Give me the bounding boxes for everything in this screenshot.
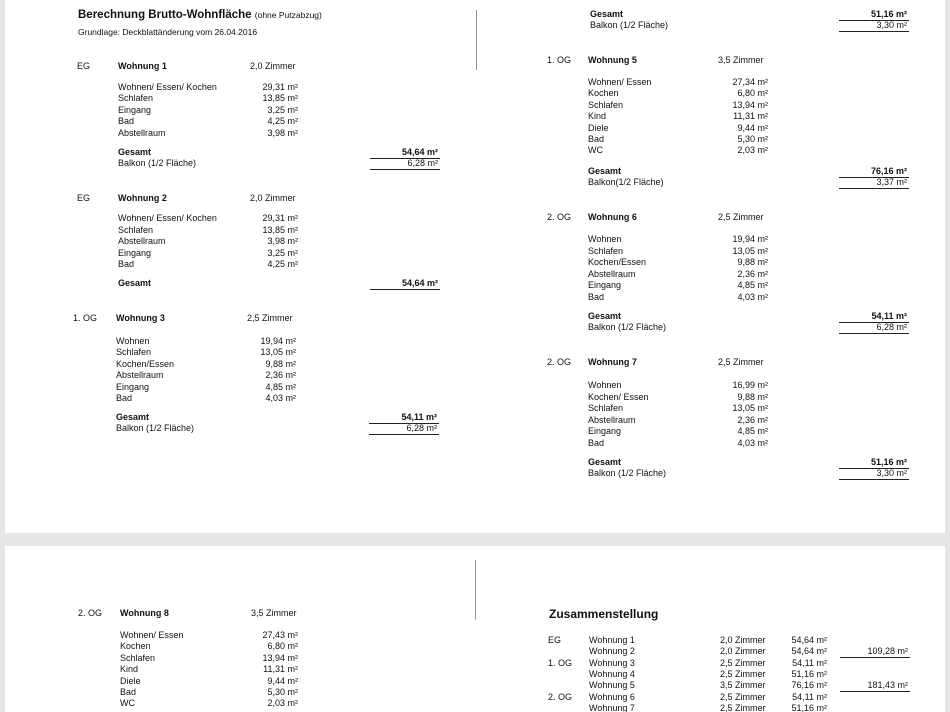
unit-rooms: 2,5 Zimmer bbox=[247, 313, 293, 323]
document-title: Berechnung Brutto-Wohnfläche (ohne Putzabzug) bbox=[78, 9, 322, 21]
balcony-area: 6,28 m² bbox=[406, 423, 437, 433]
room-area: 13,05 m² bbox=[260, 347, 296, 358]
total-label: Gesamt bbox=[118, 147, 152, 157]
room-area: 11,31 m² bbox=[263, 664, 298, 675]
underline-rule bbox=[370, 169, 440, 170]
room-label: Eingang bbox=[116, 381, 150, 392]
room-area: 2,36 m² bbox=[265, 370, 296, 381]
total-area: 76,16 m² bbox=[870, 166, 907, 176]
summary-subtotal: 109,28 m² bbox=[867, 646, 908, 657]
room-label: Diele bbox=[588, 122, 609, 133]
summary-rooms: 2,5 Zimmer bbox=[720, 691, 766, 702]
balcony-label: Balkon(1/2 Fläche) bbox=[588, 177, 664, 187]
room-area: 13,85 m² bbox=[262, 224, 298, 235]
unit-rooms: 2,5 Zimmer bbox=[718, 212, 764, 222]
room-label: Abstellraum bbox=[588, 268, 636, 279]
summary-unit-name: Wohnung 1 bbox=[589, 635, 635, 645]
summary-floor: 2. OG bbox=[548, 691, 573, 702]
unit-name: Wohnung 6 bbox=[588, 212, 637, 222]
room-area: 3,25 m² bbox=[267, 104, 298, 115]
room-area: 2,03 m² bbox=[267, 698, 298, 709]
floor-label: EG bbox=[77, 61, 91, 71]
floor-label: EG bbox=[77, 193, 91, 203]
room-label: Wohnen/ Essen/ Kochen bbox=[118, 82, 217, 92]
room-label: Wohnen bbox=[588, 234, 622, 244]
total-label: Gesamt bbox=[588, 166, 622, 176]
room-label: Wohnen/ Essen bbox=[588, 77, 652, 87]
room-label: Schlafen bbox=[120, 652, 156, 663]
document-page-2 bbox=[5, 546, 945, 712]
room-area: 4,03 m² bbox=[265, 393, 296, 403]
room-label: Bad bbox=[588, 437, 605, 448]
room-label: Abstellraum bbox=[118, 236, 166, 247]
room-label: Eingang bbox=[588, 280, 622, 290]
summary-rooms: 2,5 Zimmer bbox=[720, 702, 766, 712]
room-area: 3,98 m² bbox=[267, 236, 298, 247]
room-area: 19,94 m² bbox=[260, 336, 296, 346]
summary-rooms: 2,5 Zimmer bbox=[720, 657, 766, 668]
room-area: 29,31 m² bbox=[262, 213, 298, 223]
floor-label: 1. OG bbox=[547, 55, 572, 65]
total-label: Gesamt bbox=[118, 278, 152, 288]
room-area: 2,36 m² bbox=[737, 414, 768, 425]
total-label: Gesamt bbox=[588, 311, 622, 321]
room-label: Schlafen bbox=[588, 245, 624, 256]
room-area: 9,44 m² bbox=[267, 675, 298, 686]
balcony-label: Balkon (1/2 Fläche) bbox=[116, 423, 195, 433]
underline-rule bbox=[369, 434, 439, 435]
room-label: Schlafen bbox=[118, 224, 154, 235]
room-label: Wohnen/ Essen/ Kochen bbox=[118, 213, 217, 223]
room-area: 4,03 m² bbox=[737, 437, 768, 448]
summary-area: 54,64 m² bbox=[791, 646, 827, 657]
total-area: 54,64 m² bbox=[401, 278, 438, 288]
room-label: Kind bbox=[588, 111, 607, 122]
document-basis: Grundlage: Deckblattänderung vom 26.04.2016 bbox=[78, 27, 258, 37]
summary-title: Zusammenstellung bbox=[549, 607, 659, 621]
room-area: 13,94 m² bbox=[732, 99, 768, 110]
summary-rooms: 3,5 Zimmer bbox=[720, 680, 766, 691]
unit-name: Wohnung 3 bbox=[116, 313, 165, 323]
total-label: Gesamt bbox=[590, 9, 624, 19]
room-area: 9,88 m² bbox=[265, 358, 296, 369]
room-area: 4,85 m² bbox=[737, 280, 768, 290]
summary-area: 51,16 m² bbox=[791, 668, 827, 679]
page-divider bbox=[475, 560, 476, 620]
room-area: 4,25 m² bbox=[267, 116, 298, 127]
unit-rooms: 3,5 Zimmer bbox=[718, 55, 764, 65]
room-label: Eingang bbox=[118, 104, 152, 115]
total-area: 54,64 m² bbox=[401, 147, 438, 157]
room-label: Wohnen bbox=[588, 380, 622, 390]
underline-rule bbox=[839, 479, 909, 480]
summary-rooms: 2,0 Zimmer bbox=[720, 646, 766, 657]
underline-rule bbox=[839, 188, 909, 189]
room-area: 13,94 m² bbox=[262, 652, 298, 663]
summary-unit-name: Wohnung 6 bbox=[589, 691, 635, 702]
summary-unit-name: Wohnung 7 bbox=[589, 702, 635, 712]
room-area: 4,85 m² bbox=[265, 381, 296, 392]
room-label: Bad bbox=[118, 116, 135, 127]
balcony-area: 6,28 m² bbox=[876, 322, 907, 332]
room-area: 9,44 m² bbox=[737, 122, 768, 133]
room-label: Schlafen bbox=[588, 99, 624, 110]
summary-area: 76,16 m² bbox=[791, 680, 827, 691]
unit-rooms: 3,5 Zimmer bbox=[251, 608, 297, 618]
room-label: Abstellraum bbox=[116, 370, 164, 381]
room-label: Bad bbox=[588, 291, 605, 302]
room-area: 6,80 m² bbox=[267, 641, 298, 652]
summary-unit-name: Wohnung 4 bbox=[589, 668, 635, 679]
summary-rooms: 2,5 Zimmer bbox=[720, 668, 766, 679]
room-label: Bad bbox=[588, 134, 605, 144]
floor-label: 1. OG bbox=[73, 313, 98, 323]
unit-rooms: 2,0 Zimmer bbox=[250, 61, 296, 71]
summary-unit-name: Wohnung 3 bbox=[589, 657, 635, 668]
page-divider bbox=[476, 10, 477, 70]
floor-label: 2. OG bbox=[78, 608, 103, 618]
room-area: 5,30 m² bbox=[737, 134, 768, 144]
unit-name: Wohnung 1 bbox=[118, 61, 167, 71]
balcony-area: 3,37 m² bbox=[876, 177, 907, 187]
total-area: 51,16 m² bbox=[870, 9, 907, 19]
balcony-label: Balkon (1/2 Fläche) bbox=[588, 322, 667, 332]
summary-area: 51,16 m² bbox=[791, 702, 827, 712]
room-area: 4,25 m² bbox=[267, 259, 298, 270]
room-area: 5,30 m² bbox=[267, 687, 298, 697]
room-area: 27,43 m² bbox=[262, 630, 298, 640]
summary-floor: 1. OG bbox=[548, 657, 573, 668]
total-label: Gesamt bbox=[588, 457, 622, 467]
summary-subtotal: 181,43 m² bbox=[867, 680, 908, 691]
room-label: Wohnen bbox=[116, 336, 150, 346]
underline-rule bbox=[839, 333, 909, 334]
room-area: 4,03 m² bbox=[737, 291, 768, 302]
room-label: Eingang bbox=[118, 247, 152, 258]
balcony-area: 3,30 m² bbox=[876, 20, 907, 30]
room-label: WC bbox=[588, 145, 603, 156]
room-label: Bad bbox=[118, 259, 135, 270]
floor-label: 2. OG bbox=[547, 212, 572, 222]
room-area: 13,05 m² bbox=[732, 245, 768, 256]
room-label: Wohnen/ Essen bbox=[120, 630, 184, 640]
balcony-label: Balkon (1/2 Fläche) bbox=[118, 158, 197, 168]
unit-name: Wohnung 8 bbox=[120, 608, 169, 618]
room-area: 3,98 m² bbox=[267, 127, 298, 138]
total-area: 51,16 m² bbox=[870, 457, 907, 467]
room-label: Abstellraum bbox=[588, 414, 636, 425]
room-area: 27,34 m² bbox=[732, 77, 768, 87]
unit-name: Wohnung 5 bbox=[588, 55, 637, 65]
room-label: Kochen/Essen bbox=[588, 257, 647, 267]
room-area: 19,94 m² bbox=[732, 234, 768, 244]
room-label: Kochen bbox=[120, 641, 151, 652]
room-label: Bad bbox=[120, 687, 137, 697]
summary-area: 54,64 m² bbox=[791, 635, 827, 645]
room-area: 9,88 m² bbox=[737, 391, 768, 402]
room-area: 13,85 m² bbox=[262, 93, 298, 104]
balcony-label: Balkon (1/2 Fläche) bbox=[588, 468, 667, 478]
room-label: WC bbox=[120, 698, 135, 709]
room-area: 9,88 m² bbox=[737, 257, 768, 267]
floor-label: 2. OG bbox=[547, 357, 572, 367]
total-label: Gesamt bbox=[116, 412, 150, 422]
summary-floor: EG bbox=[548, 635, 562, 645]
room-label: Eingang bbox=[588, 426, 622, 436]
summary-rooms: 2,0 Zimmer bbox=[720, 635, 766, 645]
balcony-area: 3,30 m² bbox=[876, 468, 907, 478]
unit-rooms: 2,5 Zimmer bbox=[718, 357, 764, 367]
room-label: Schlafen bbox=[588, 403, 624, 413]
underline-rule bbox=[840, 691, 910, 692]
room-area: 2,03 m² bbox=[737, 145, 768, 156]
summary-unit-name: Wohnung 5 bbox=[589, 680, 635, 691]
summary-area: 54,11 m² bbox=[792, 691, 827, 702]
total-area: 54,11 m² bbox=[401, 412, 437, 422]
summary-unit-name: Wohnung 2 bbox=[589, 646, 635, 657]
room-label: Bad bbox=[116, 393, 133, 403]
room-label: Kochen/ Essen bbox=[588, 391, 649, 402]
room-area: 13,05 m² bbox=[732, 403, 768, 413]
underline-rule bbox=[840, 657, 910, 658]
room-label: Kind bbox=[120, 664, 139, 675]
room-label: Schlafen bbox=[116, 347, 152, 358]
unit-name: Wohnung 2 bbox=[118, 193, 167, 203]
room-label: Abstellraum bbox=[118, 127, 166, 138]
unit-name: Wohnung 7 bbox=[588, 357, 637, 367]
room-area: 29,31 m² bbox=[262, 82, 298, 92]
unit-rooms: 2,0 Zimmer bbox=[250, 193, 296, 203]
room-area: 16,99 m² bbox=[732, 380, 768, 390]
summary-area: 54,11 m² bbox=[792, 657, 827, 668]
room-label: Schlafen bbox=[118, 93, 154, 104]
room-label: Diele bbox=[120, 675, 141, 686]
room-area: 2,36 m² bbox=[737, 268, 768, 279]
room-area: 3,25 m² bbox=[267, 247, 298, 258]
room-label: Kochen/Essen bbox=[116, 358, 175, 369]
room-area: 4,85 m² bbox=[737, 426, 768, 436]
balcony-label: Balkon (1/2 Fläche) bbox=[590, 20, 669, 30]
underline-rule bbox=[839, 31, 909, 32]
underline-rule bbox=[370, 289, 440, 290]
room-area: 11,31 m² bbox=[733, 111, 768, 122]
total-area: 54,11 m² bbox=[871, 311, 907, 321]
room-label: Kochen bbox=[588, 88, 619, 99]
balcony-area: 6,28 m² bbox=[407, 158, 438, 168]
document-page-1 bbox=[5, 0, 945, 533]
room-area: 6,80 m² bbox=[737, 88, 768, 99]
